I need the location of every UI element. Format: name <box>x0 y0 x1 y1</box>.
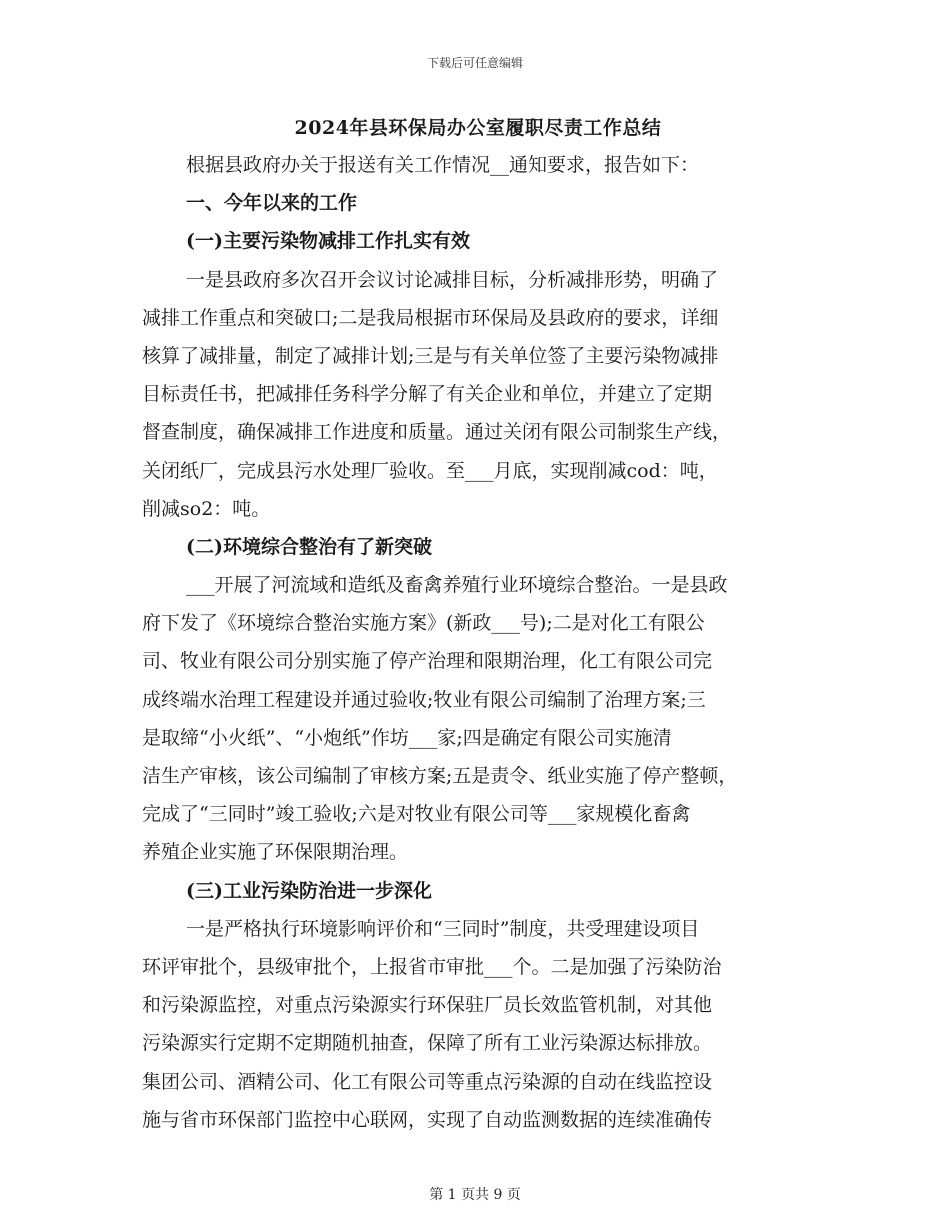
text-line: 一是县政府多次召开会议讨论减排目标，分析减排形势，明确了 <box>186 268 719 291</box>
text-line: ___开展了河流域和造纸及畜禽养殖行业环境综合整治。一是县政 <box>186 574 728 597</box>
text-line: 环评审批个，县级审批个，上报省市审批___个。二是加强了污染防治 <box>142 955 722 978</box>
text-line: 施与省市环保部门监控中心联网，实现了自动监测数据的连续准确传 <box>142 1108 713 1131</box>
text-line: 成终端水治理工程建设并通过验收;牧业有限公司编制了治理方案;三 <box>142 688 706 711</box>
document-title: 2024年县环保局办公室履职尽责工作总结 <box>294 117 662 139</box>
text-line: 关闭纸厂，完成县污水处理厂验收。至___月底，实现削减cod：吨， <box>142 459 718 482</box>
text-line: 削减so2：吨。 <box>142 497 271 520</box>
section-heading: (一)主要污染物减排工作扎实有效 <box>186 230 470 253</box>
page-header: 下载后可任意编辑 <box>426 56 523 70</box>
text-line: 一是严格执行环境影响评价和“三同时”制度，共受理建设项目 <box>186 917 700 940</box>
page-footer: 第 1 页共 9 页 <box>429 1187 521 1203</box>
text-line: 污染源实行定期不定期随机抽查，保障了所有工业污染源达标排放。 <box>142 1032 713 1055</box>
text-line: 目标责任书，把减排任务科学分解了有关企业和单位，并建立了定期 <box>142 383 713 406</box>
document-body <box>142 110 814 1139</box>
section-heading: (三)工业污染防治进一步深化 <box>186 879 432 902</box>
text-line: 减排工作重点和突破口;二是我局根据市环保局及县政府的要求，详细 <box>142 306 719 329</box>
text-line: 完成了“三同时”竣工验收;六是对牧业有限公司等___家规模化畜禽 <box>142 803 691 826</box>
paragraph-lines <box>142 146 814 1139</box>
text-line: 和污染源监控，对重点污染源实行环保驻厂员长效监管机制，对其他 <box>142 994 713 1017</box>
text-line: 洁生产审核，该公司编制了审核方案;五是责令、纸业实施了停产整顿， <box>142 765 738 787</box>
text-line: 司、牧业有限公司分别实施了停产治理和限期治理，化工有限公司完 <box>142 650 713 673</box>
text-line: 根据县政府办关于报送有关工作情况__通知要求，报告如下： <box>186 154 700 176</box>
text-line: 是取缔“小火纸”、“小炮纸”作坊___家;四是确定有限公司实施清 <box>142 726 672 749</box>
section-heading: (二)环境综合整治有了新突破 <box>186 535 432 558</box>
text-line: 府下发了《环境综合整治实施方案》(新政___号);二是对化工有限公 <box>142 612 705 635</box>
text-line: 养殖企业实施了环保限期治理。 <box>142 841 409 864</box>
text-line: 核算了减排量，制定了减排计划;三是与有关单位签了主要污染物减排 <box>142 344 719 367</box>
section-heading: 一、今年以来的工作 <box>186 192 358 215</box>
text-line: 集团公司、酒精公司、化工有限公司等重点污染源的自动在线监控设 <box>142 1070 713 1093</box>
text-line: 督查制度，确保减排工作进度和质量。通过关闭有限公司制浆生产线， <box>142 421 732 444</box>
